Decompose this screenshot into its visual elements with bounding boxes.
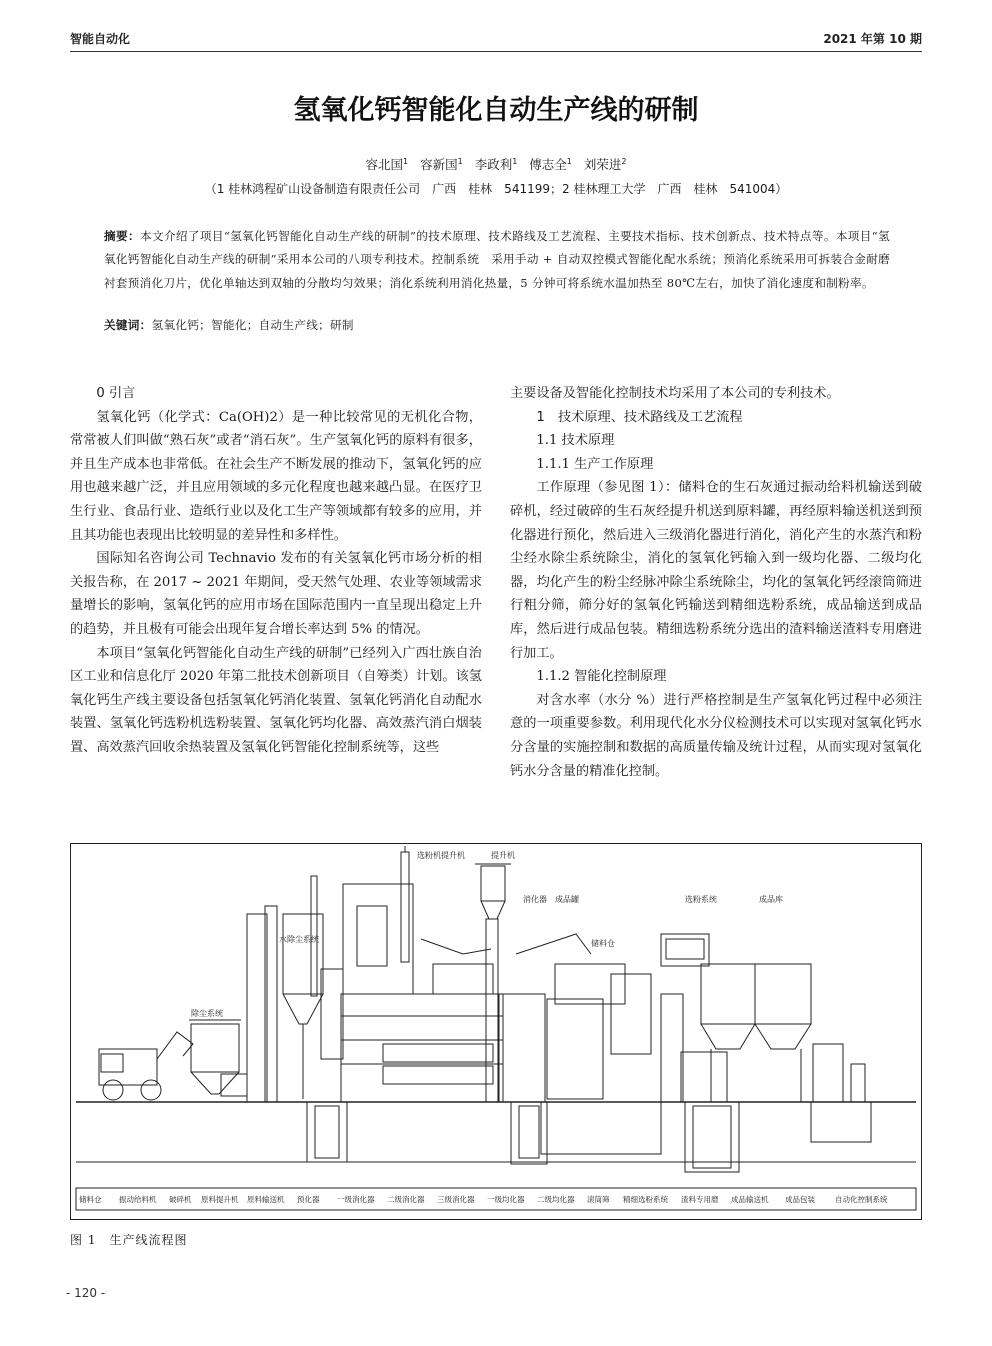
figure-label: 破碎机 <box>169 1195 192 1204</box>
paper-title: 氢氧化钙智能化自动生产线的研制 <box>293 95 699 126</box>
paragraph-continued: 主要设备及智能化控制技术均采用了本公司的专利技术。 <box>510 386 840 401</box>
author: 傅志全$^1$ <box>529 156 572 172</box>
abstract-label: 摘要： <box>104 229 140 243</box>
figure-label: 成品输送机 <box>731 1195 769 1204</box>
figure-label: 原料输送机 <box>247 1195 285 1204</box>
right-column <box>510 382 922 783</box>
section-heading-1: 1 技术原理、技术路线及工艺流程 <box>536 409 743 425</box>
figure-label: 选粉系统 <box>685 895 717 904</box>
figure-label: 一级消化器 <box>337 1195 375 1204</box>
figure-label: 精细选粉系统 <box>623 1195 668 1204</box>
keywords <box>104 317 890 333</box>
affiliation: （1 桂林鸿程矿山设备制造有限责任公司 广西 桂林 541199；2 桂林理工大学 广西 桂林 541004） <box>204 182 788 196</box>
figure-label: 渣料专用磨 <box>681 1195 719 1204</box>
figure-label: 预化器 <box>297 1195 320 1204</box>
section-heading-intro: 0 引言 <box>96 386 136 401</box>
page-number: - 120 - <box>66 1286 106 1300</box>
process-flow-drawing <box>71 844 921 1219</box>
subsection-heading-1-1: 1.1 技术原理 <box>536 433 615 449</box>
issue-label: 2021 年第 10 期 <box>823 32 922 46</box>
paragraph: 本项目“氢氧化钙智能化自动生产线的研制”已经列入广西壮族自治区工业和信息化厅 2020 年第二批技术创新项目（自筹类）计划。该氢氧化钙生产线主要设备包括氢氧化钙消化装置、氢氧化钙消化自动配水装置、氢氧化钙选粉机选粉装置、氢氧化钙均化器、高效蒸汽消白烟装置、高效蒸汽回收余热装置及氢氧化钙智能化控制系统等，这些 <box>70 645 482 755</box>
header-rule <box>70 51 922 52</box>
figure-label: 储料仓 <box>591 939 615 948</box>
figure-label: 成品罐 <box>555 895 579 904</box>
figure-label: 振动给料机 <box>119 1195 157 1204</box>
figure-label: 储料仓 <box>79 1195 102 1204</box>
abstract-text: 本文介绍了项目“氢氧化钙智能化自动生产线的研制”的技术原理、技术路线及工艺流程、主要技术指标、技术创新点、技术特点等。本项目“氢氧化钙智能化自动生产线的研制”采用本公司的八项专利技术。控制系统 采用手动 + 自动双控模式智能化配水系统；预消化系统采用可拆装合金耐磨衬套预消化刀片，优化单轴达到双轴的分散均匀效果；消化系统利用消化热量，5 分钟可将系统水温加热至 80℃左右，加快了消化速度和制粉率。 <box>104 229 890 290</box>
author: 李政利$^1$ <box>474 156 518 172</box>
figure-label: 二级消化器 <box>387 1195 425 1204</box>
paragraph: 国际知名咨询公司 Technavio 发布的有关氢氧化钙市场分析的相关报告称，在 2017 ~ 2021 年期间，受天然气处理、农业等领域需求量增长的影响，氢氧化钙的应用市场在国际范围内一直呈现出稳定上升的趋势，并且极有可能会出现年复合增长率达到 5% 的情况。 <box>70 551 482 637</box>
figure-label: 选粉机提升机 <box>417 851 465 860</box>
keywords-text: 氢氧化钙；智能化；自动生产线；研制 <box>151 318 354 332</box>
keywords-label: 关键词： <box>104 318 152 332</box>
left-column <box>70 382 482 760</box>
figure-label: 三级消化器 <box>437 1195 475 1204</box>
figure-label: 水除尘系统 <box>279 935 319 944</box>
author: 刘荣进$^2$ <box>583 156 627 172</box>
figure-label: 消化器 <box>523 895 547 904</box>
figure-label: 成品库 <box>759 895 783 904</box>
author: 容新国$^1$ <box>420 156 463 172</box>
abstract <box>104 225 890 295</box>
paragraph: 氢氧化钙（化学式：Ca(OH)2）是一种比较常见的无机化合物，常常被人们叫做“熟石灰”或者“消石灰”。生产氢氧化钙的原料有很多，并且生产成本也非常低。在社会生产不断发展的推动下，氢氧化钙的应用也越来越广泛，并且应用领域的多元化程度也越来越凸显。在医疗卫生行业、食品行业、造纸行业以及化工生产等领域都有较多的应用，并且其功能也表现出比较明显的差异性和多样性。 <box>70 409 482 543</box>
figure-production-line <box>70 843 922 1220</box>
journal-name: 智能自动化 <box>70 32 131 46</box>
author: 容北国$^1$ <box>365 156 409 172</box>
figure-label: 除尘系统 <box>191 1009 223 1018</box>
figure-label: 自动化控制系统 <box>835 1195 888 1204</box>
figure-label: 一级均化器 <box>487 1195 525 1204</box>
paragraph: 对含水率（水分 %）进行严格控制是生产氢氧化钙过程中必须注意的一项重要参数。利用现代化水分仪检测技术可以实现对氢氧化钙水分含量的实施控制和数据的高质量传输及统计过程，从而实现对氢氧化钙水分含量的精准化控制。 <box>510 692 922 779</box>
figure-label: 成品包装 <box>785 1195 815 1204</box>
figure-label: 原料提升机 <box>201 1195 239 1204</box>
subsection-heading-1-1-1: 1.1.1 生产工作原理 <box>536 456 654 472</box>
figure-label: 提升机 <box>491 851 515 860</box>
author-list <box>0 155 992 173</box>
paragraph: 工作原理（参见图 1）：储料仓的生石灰通过振动给料机输送到破碎机，经过破碎的生石灰经提升机送到原料罐，再经原料输送机送到预化器进行预化，然后进入三级消化器进行消化，消化产生的水蒸汽和粉尘经水除尘系统除尘，消化的氢氧化钙输入到一级均化器、二级均化器，均化产生的粉尘经脉冲除尘系统除尘，均化的氢氧化钙经滚筒筛进行粗分筛，筛分好的氢氧化钙输送到精细选粉系统，成品输送到成品库，然后进行成品包装。精细选粉系统分选出的渣料输送渣料专用磨进行加工。 <box>510 480 922 661</box>
subsection-heading-1-1-2: 1.1.2 智能化控制原理 <box>536 669 667 685</box>
figure-caption: 图 1 生产线流程图 <box>70 1233 188 1247</box>
figure-label: 滚筒筛 <box>587 1195 610 1204</box>
figure-label: 二级均化器 <box>537 1195 575 1204</box>
